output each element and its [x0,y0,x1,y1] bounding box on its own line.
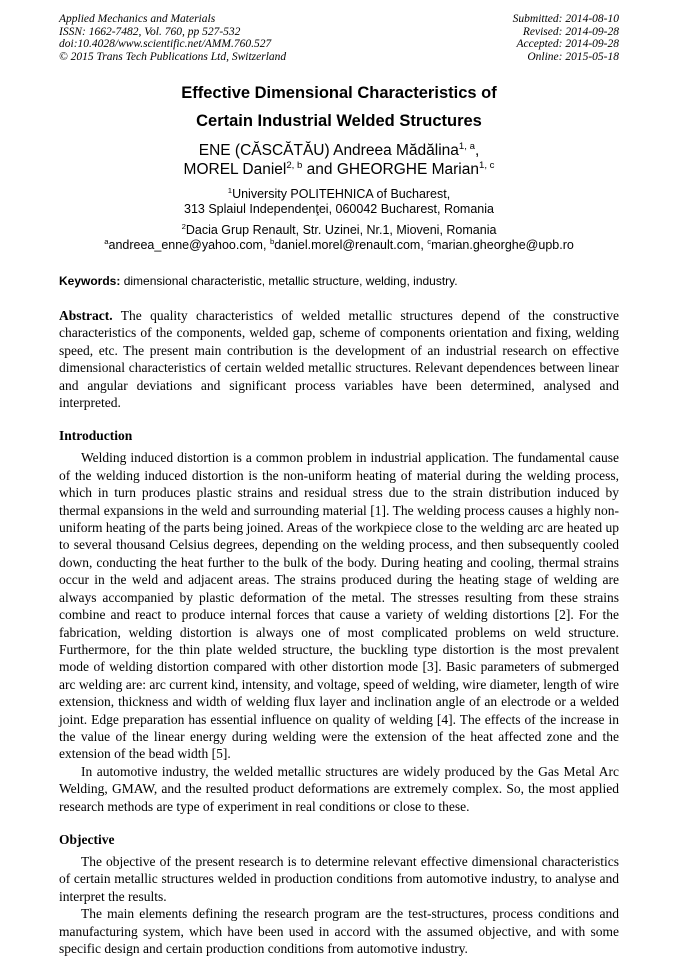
author-1-name: ENE (CĂSCĂTĂU) Andreea Mădălina [198,142,459,159]
abstract-paragraph [59,307,619,411]
keywords-line [59,274,619,288]
author-emails [59,238,619,253]
introduction-paragraph-1: Welding induced distortion is a common problem in industrial application. The fundamental cause of the welding induced distortion is the non-uniform heating of material during the welding process, which in turn produces plastic strains and residual stress due to the strain distribution induced by thermal expansions in the weld and surrounding material [1]. The welding process causes a highly non-uniform heating of the parts being joined. Areas of the workpiece close to the welding arc are heated up to several thousand Celsius degrees, depending on the welding process, and then subsequently cooled down, conducting the heat further to the bulk of the body. During heating and cooling, thermal strains occur in the weld and adjacent areas. The strains produced during the heating stage of welding are always accompanied by plastic deformation of the metal. The stresses resulting from these strains combine and react to produce internal forces that cause a variety of welding distortions [2]. For the fabrication, welding distortion is always one of most complicated problems on weld structure. Furthermore, for the thin plate welded structure, the buckling type distortion is the most prevalent mode of welding distortion compared with other distortion mode [3]. Basic parameters of submerged arc welding are: arc current kind, intensity, and voltage, speed of welding, wire diameter, length of wire extension, thickness and width of welding flux layer and inclination angle of an electrode or a welded joint. Edge preparation has essential influence on quality of welding [4]. The effects of the increase in the value of the linear energy during welding were the extension of the heat affected zone and the extension of the bead width [5]. [59,450,619,762]
author-1-superscript: 1, a [458,140,475,152]
email-2: daniel.morel@renault.com, [274,238,424,252]
affiliation-1-line1: $^1$University POLITEHNICA of Bucharest, [227,185,451,201]
section-heading-objective: Objective [59,831,115,847]
date-online: Online: 2015-05-18 [527,50,619,63]
introduction-paragraph-2: In automotive industry, the welded metallic structures are widely produced by the Gas Metal Arc Welding, GMAW, and the resulted product deformations are extremely complex. So, the most applied research methods are type of experiment in real conditions or close to these. [59,763,619,814]
affiliation-1-superscript: 1 [227,185,233,195]
journal-copyright: © 2015 Trans Tech Publications Ltd, Switzerland [59,50,287,63]
objective-paragraph-2: The main elements defining the research program are the test-structures, process conditions and manufacturing system, which have been used in accord with the assumed objective, and with some specific design and certain production conditions from automotive industry. [59,906,619,956]
affiliation-2-line1: $^2$Dacia Grup Renault, Str. Uzinei, Nr.1, Mioveni, Romania [181,221,497,237]
email-1-superscript: a [104,236,109,246]
paper-title [59,79,619,135]
author-2-superscript: 2, b [286,159,303,171]
affiliation-1-line2: 313 Splaiul Independenţei, 060042 Bucharest, Romania [184,202,494,216]
affiliation-2 [59,223,619,238]
journal-info [59,13,286,63]
email-1: andreea_enne@yahoo.com, [108,238,267,252]
journal-name: Applied Mechanics and Materials [59,13,216,25]
author-conjunction: and [306,161,333,178]
keywords-label: Keywords: [59,274,121,288]
paper-title-line2: Certain Industrial Welded Structures [196,112,482,130]
email-2-superscript: b [269,236,275,246]
journal-doi: doi:10.4028/www.scientific.net/AMM.760.527 [59,38,272,50]
author-3-name: GHEORGHE Marian [336,161,479,178]
abstract-label: Abstract. [59,308,113,323]
keywords-text: dimensional characteristic, metallic structure, welding, industry. [123,274,458,288]
submission-dates [513,13,619,63]
author-line-1 [59,141,619,160]
date-submitted: Submitted: 2014-08-10 [512,13,619,25]
date-revised: Revised: 2014-09-28 [522,25,619,38]
abstract-text: The quality characteristics of welded metallic structures depend of the constructive characteristics of the components, welded gap, scheme of components orientation and fixing, welding speed, etc. The present main contribution is the development of an industrial research on effective dimensional characteristics of certain welded metallic structures. Relevant dependences between linear and angular deviations and significant process variables have been determined, analysed and interpreted. [59,308,619,411]
author-line-2 [59,160,619,179]
author-2-name: MOREL Daniel [183,161,287,178]
journal-header [59,13,619,63]
paper-title-line1: Effective Dimensional Characteristics of [181,84,497,102]
email-3-superscript: c [427,236,432,246]
affiliation-1 [59,187,619,217]
section-heading-introduction: Introduction [59,428,133,444]
date-accepted: Accepted: 2014-09-28 [516,38,619,50]
objective-paragraph-1: The objective of the present research is to determine relevant effective dimensional characteristics of certain metallic structures welded in production conditions from automotive industry, to analyse and interpret the results. [59,853,619,904]
author-1-separator: , [474,142,480,159]
journal-issn-volume: ISSN: 1662-7482, Vol. 760, pp 527-532 [59,25,241,38]
email-3: marian.gheorghe@upb.ro [431,238,574,252]
author-3-superscript: 1, c [478,159,495,171]
affiliation-2-superscript: 2 [181,221,186,231]
author-list [59,141,619,179]
